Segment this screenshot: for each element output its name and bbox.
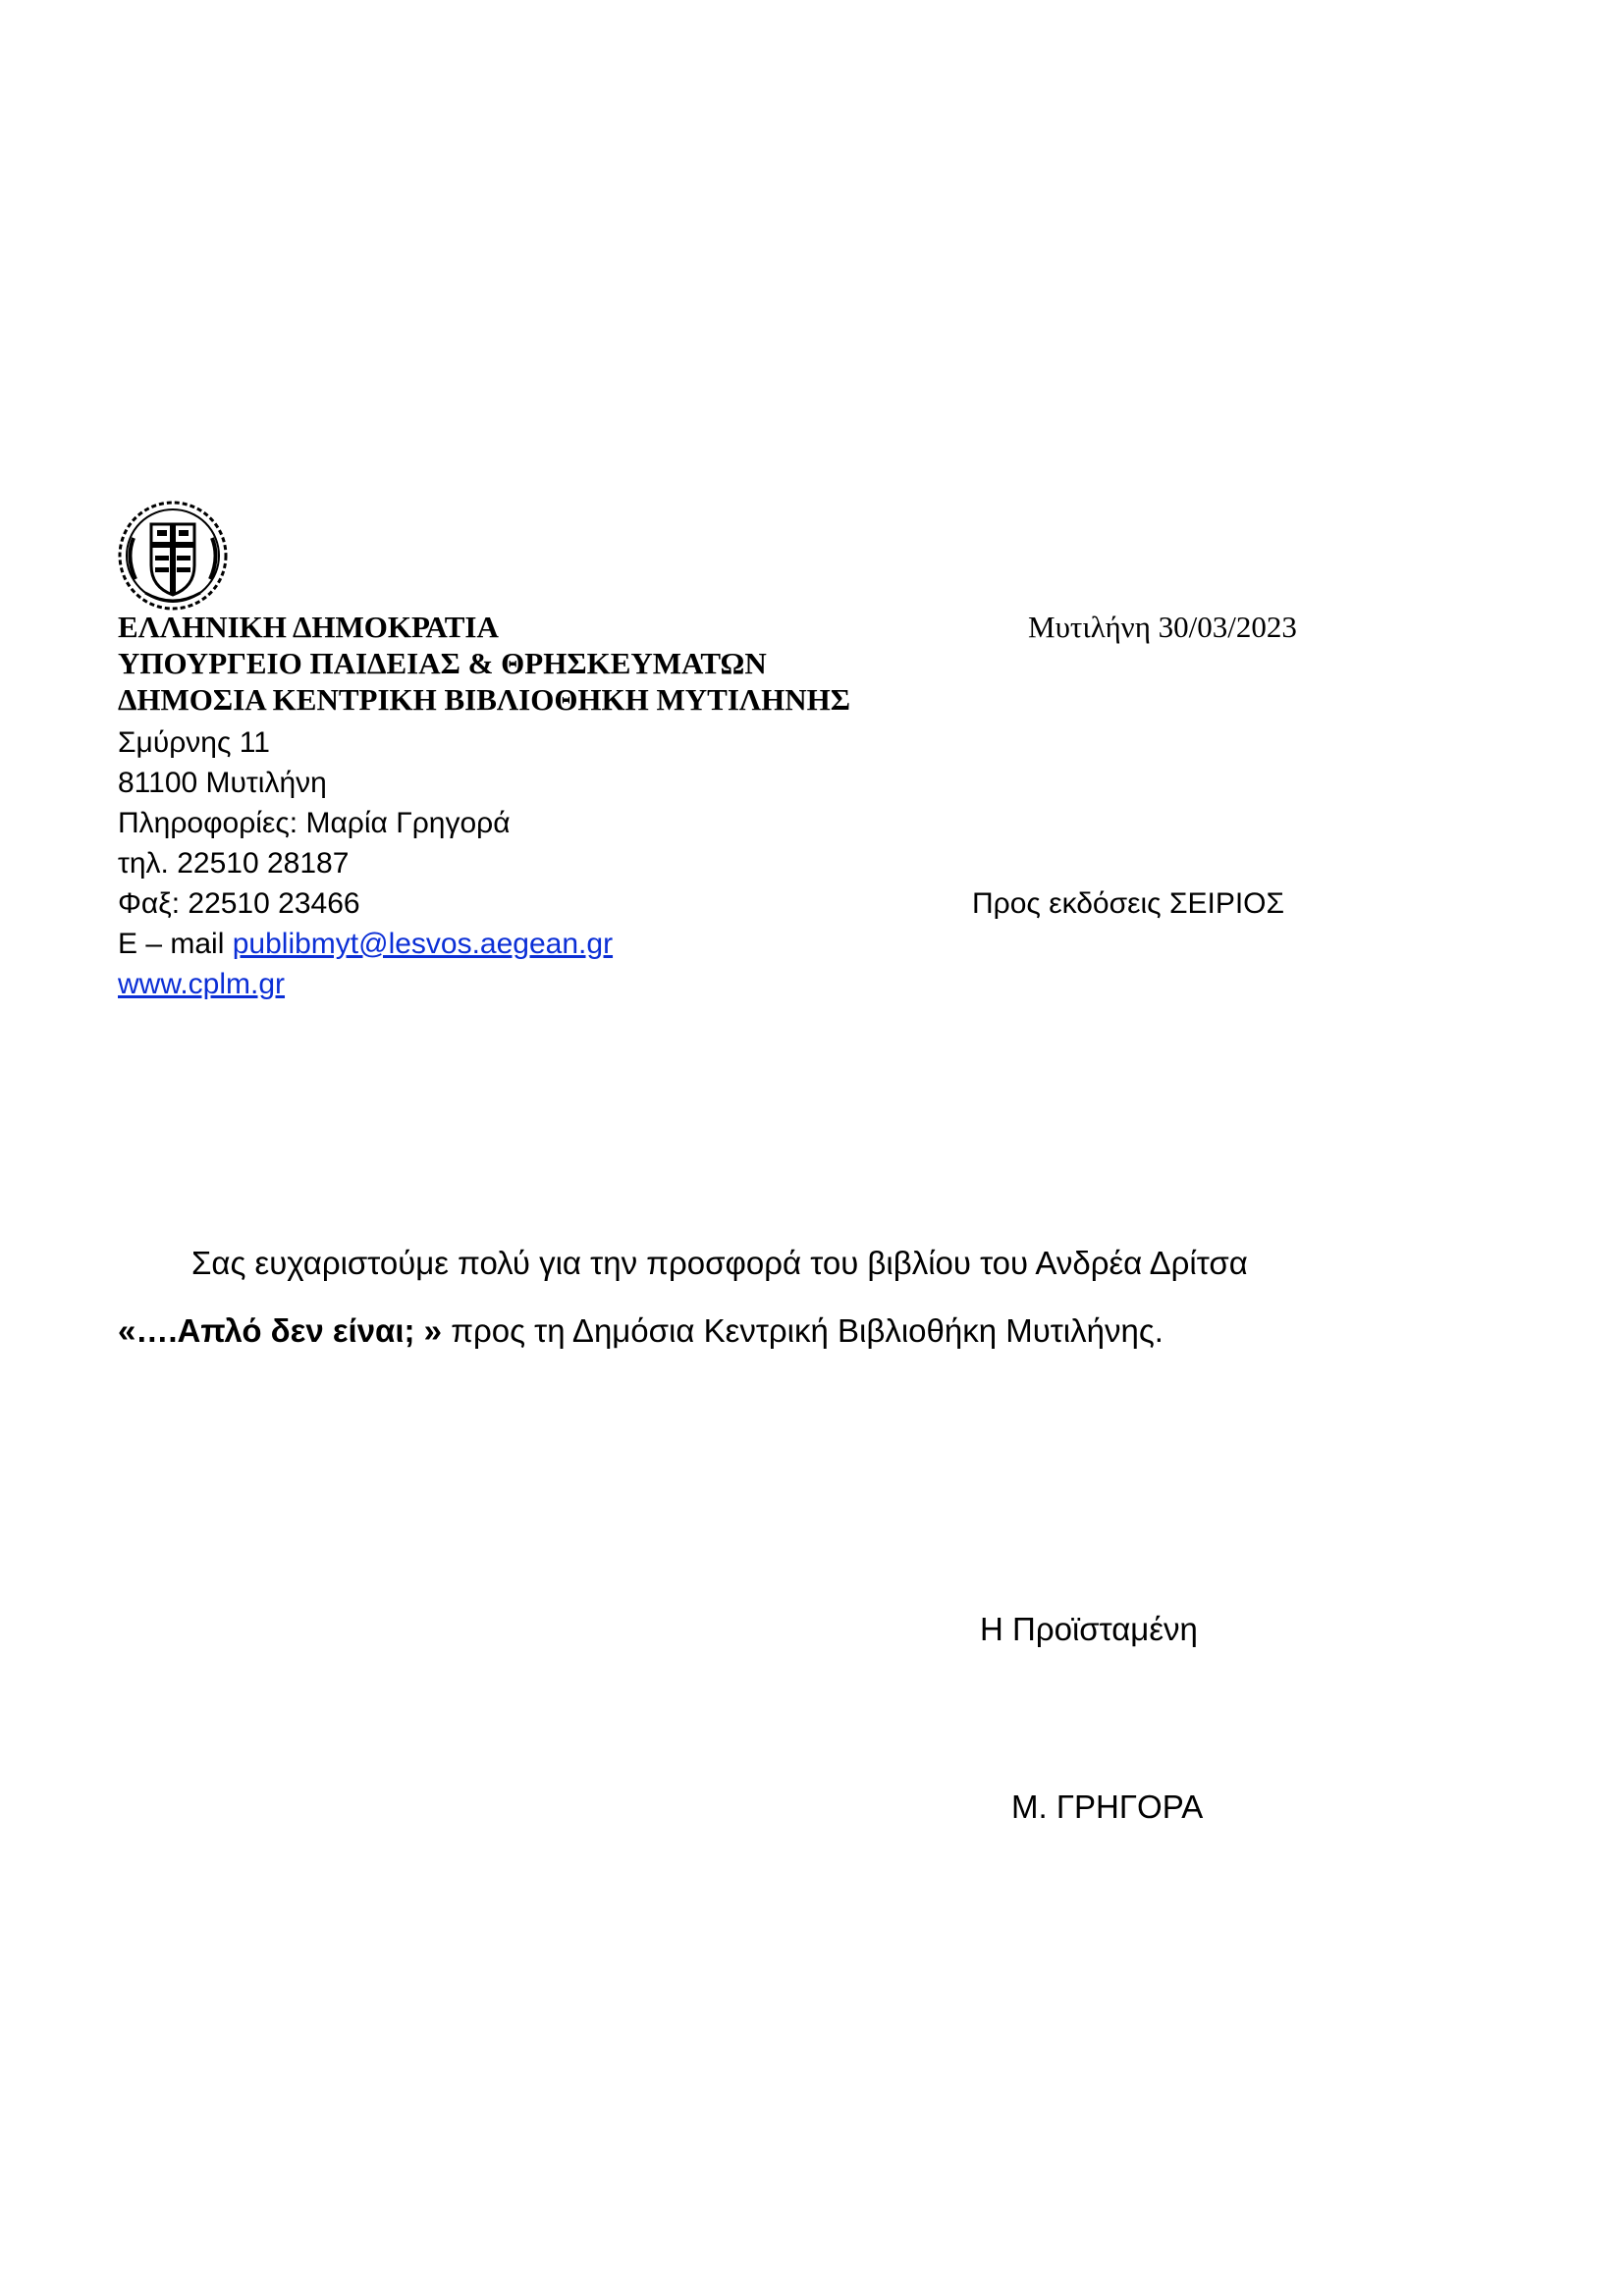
- email-link[interactable]: publibmyt@lesvos.aegean.gr: [232, 928, 614, 960]
- recipient: Προς εκδόσεις ΣΕΙΡΙΟΣ: [972, 887, 1285, 920]
- org-name-line1: ΕΛΛΗΝΙΚΗ ΔΗΜΟΚΡΑΤΙΑ: [118, 610, 499, 644]
- body-line-1: Σας ευχαριστούμε πολύ για την προσφορά του βιβλίου του Ανδρέα Δρίτσα: [191, 1245, 1248, 1281]
- contact-fax: Φαξ: 22510 23466: [118, 887, 360, 920]
- contact-phone: τηλ. 22510 28187: [118, 847, 350, 880]
- website-link[interactable]: www.cplm.gr: [118, 968, 286, 1000]
- org-name-line3: ΔΗΜΟΣΙΑ ΚΕΝΤΡΙΚΗ ΒΙΒΛΙΟΘΗΚΗ ΜΥΤΙΛΗΝΗΣ: [118, 682, 851, 717]
- body-line-2-rest: προς τη Δημόσια Κεντρική Βιβλιοθήκη Μυτιλήνης.: [442, 1312, 1164, 1349]
- contact-city: 81100 Μυτιλήνη: [118, 767, 327, 799]
- document-date: Μυτιλήνη 30/03/2023: [1028, 610, 1297, 644]
- signature-role: Η Προϊσταμένη: [980, 1611, 1198, 1647]
- contact-info: Πληροφορίες: Μαρία Γρηγορά: [118, 807, 511, 839]
- signature-name: Μ. ΓΡΗΓΟΡΑ: [1011, 1789, 1204, 1825]
- greek-coat-of-arms-icon: [116, 499, 230, 613]
- body-line-2: [118, 1312, 1164, 1350]
- org-name-line2: ΥΠΟΥΡΓΕΙΟ ΠΑΙΔΕΙΑΣ & ΘΡΗΣΚΕΥΜΑΤΩΝ: [118, 646, 767, 680]
- contact-street: Σμύρνης 11: [118, 726, 270, 759]
- contact-email-line: [118, 928, 613, 961]
- email-label: E – mail: [118, 928, 233, 960]
- book-title: «….Απλό δεν είναι; »: [118, 1312, 443, 1349]
